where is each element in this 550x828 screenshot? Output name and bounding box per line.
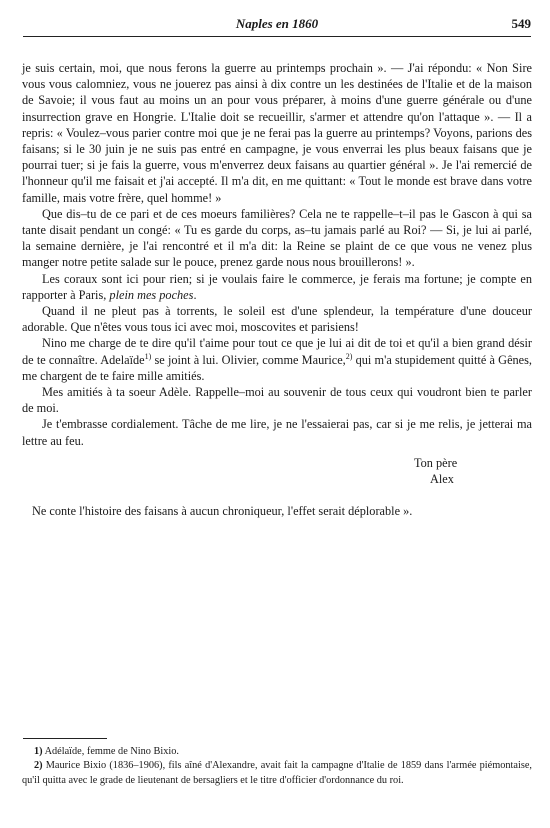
postscript: Ne conte l'histoire des faisans à aucun chroniqueur, l'effet serait déplorable ». xyxy=(32,504,413,519)
paragraph-3-text: Les coraux sont ici pour rien; si je voulais faire le commerce, je ferais ma fortune; je compte en rapporter à Paris, xyxy=(22,271,532,302)
footnote-1-text: Adélaïde, femme de Nino Bixio. xyxy=(42,746,179,757)
paragraph-5-text-b: se joint à lui. Olivier, comme Maurice, xyxy=(151,352,346,367)
signature xyxy=(22,455,532,487)
paragraph-6: Mes amitiés à ta soeur Adèle. Rappelle–moi au souvenir de tous ceux qui voudront bien te parler de moi. xyxy=(22,385,532,416)
footnotes xyxy=(22,745,532,788)
letter-body xyxy=(22,60,532,519)
paragraph-4: Quand il ne pleut pas à torrents, le soleil est d'une splendeur, la température d'une douceur adorable. Que n'êtes vous tous ici avec moi, moscovites et parisiens! xyxy=(22,304,532,335)
paragraph-5-text-a: Nino me charge de te dire qu'il t'aime pour tout ce que je lui ai dit de toi et qu'il a bien grand désir de te connaître. Adelaïde xyxy=(22,336,532,367)
page-header xyxy=(23,14,531,37)
page-number: 549 xyxy=(511,16,531,31)
running-title: Naples en 1860 xyxy=(235,16,319,31)
footnote-divider xyxy=(23,738,107,739)
paragraph-3 xyxy=(22,271,532,303)
footnote-ref-2[interactable]: 2) xyxy=(345,351,353,361)
signature-line-1: Ton père xyxy=(414,455,458,470)
footnote-2 xyxy=(22,759,532,788)
footnote-ref-1[interactable]: 1) xyxy=(144,351,152,361)
footnote-1 xyxy=(22,745,532,759)
footnote-1-marker: 1) xyxy=(34,746,43,757)
paragraph-5 xyxy=(22,335,532,384)
paragraph-2: Que dis–tu de ce pari et de ces moeurs familières? Cela ne te rappelle–t–il pas le Gascon à qui sa tante disait pendant un congé: « Tu es garde du corps, as–tu jamais parlé au Roi? — Si, je lui ai parlé, la semaine dernière, je l'ai rencontré et il m'a dit: la Reine se plaint de ce que vous ne venez plus manger notre petite salade sur le pouce, prenez garde nous nous brouillerons! ». xyxy=(22,206,532,270)
paragraph-3-italic: plein mes poches xyxy=(109,287,194,302)
paragraph-1: je suis certain, moi, que nous ferons la guerre au printemps prochain ». — J'ai répondu: « Non Sire vous vous calomniez, vous ne jouerez pas ainsi à dix contre un les destinées de l'Italie et de la maison de Savoie; il vous faut au moins un an pour vous préparer, à moins d'une guerre générale ou d'une insurrection grave en Hongrie. L'Italie doit se recueillir, s'armer et attendre qu'on l'attaque ». — Il a repris: « Voulez–vous parier contre moi que je ne ferai pas la guerre au printemps? Voyons, parions des faisans; si le 30 juin je ne suis pas entré en campagne, je vous enverrai les plus beaux faisans que je pourrai tuer; si je fais la guerre, vous m'enverrez deux faisans au quartier général ». Je l'ai remercié de l'honneur qu'il me faisait et j'ai accepté. Il m'a dit, en me quittant: « Tout le monde est brave dans votre famille, mais votre frère, quel homme! » xyxy=(22,61,532,205)
paragraph-3-end: . xyxy=(193,287,197,302)
signature-line-2: Alex xyxy=(430,472,454,487)
footnote-2-marker: 2) xyxy=(34,760,43,772)
paragraph-7: Je t'embrasse cordialement. Tâche de me lire, je ne l'essaierai pas, car si je me relis, je jetterai ma lettre au feu. xyxy=(22,417,532,448)
footnote-2-text: Maurice Bixio (1836–1906), fils aîné d'Alexandre, avait fait la campagne d'Italie de 1859 dans l'armée piémontaise, qu'il quitta avec le grade de lieutenant de bersagliers et le titre d'officier d'ordonnance du roi. xyxy=(22,760,532,786)
paragraph-5-text-c: qui m'a stupidement quitté à Gênes, me chargent de te faire mille amitiés. xyxy=(22,352,532,383)
